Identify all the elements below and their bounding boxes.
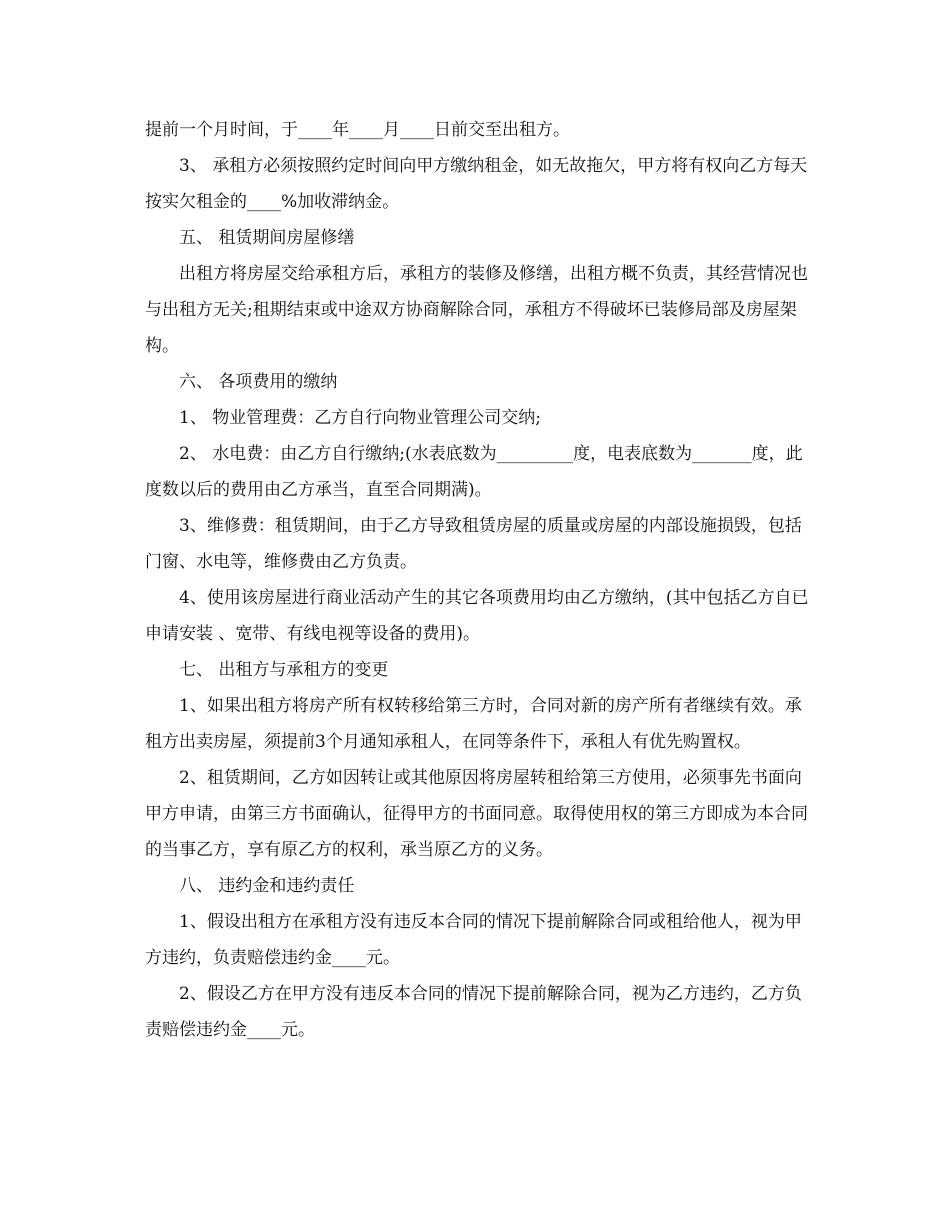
section-heading-breach: 八、 违约金和违约责任 bbox=[179, 876, 355, 896]
paragraph-utilities-fee: 2、 水电费：由乙方自行缴纳;(水表底数为_________度，电表底数为_______度，此度数以后的费用由乙方承当，直至合同期满)。 bbox=[145, 444, 803, 500]
paragraph-continuation: 提前一个月时间，于____年____月____日前交至出租方。 bbox=[145, 120, 570, 140]
paragraph-maintenance-fee: 3、维修费：租赁期间，由于乙方导致租赁房屋的质量或房屋的内部设施损毁，包括门窗、水电等，维修费由乙方负责。 bbox=[145, 516, 802, 572]
section-heading-changes: 七、 出租方与承租方的变更 bbox=[179, 660, 389, 680]
paragraph-repair-terms: 出租方将房屋交给承租方后，承租方的装修及修缮，出租方概不负责，其经营情况也与出租方无关;租期结束或中途双方协商解除合同，承租方不得破坏已装修局部及房屋架构。 bbox=[145, 264, 808, 356]
document-body bbox=[145, 112, 810, 1048]
paragraph-ownership-transfer: 1、如果出租方将房产所有权转移给第三方时，合同对新的房产所有者继续有效。承租方出卖房屋，须提前3个月通知承租人，在同等条件下，承租人有优先购置权。 bbox=[145, 696, 802, 752]
paragraph-tenant-breach: 2、假设乙方在甲方没有违反本合同的情况下提前解除合同，视为乙方违约，乙方负责赔偿违约金____元。 bbox=[145, 984, 802, 1040]
paragraph-property-fee: 1、 物业管理费：乙方自行向物业管理公司交纳; bbox=[179, 408, 541, 428]
paragraph-landlord-breach: 1、假设出租方在承租方没有违反本合同的情况下提前解除合同或租给他人，视为甲方违约，负责赔偿违约金____元。 bbox=[145, 912, 802, 968]
paragraph-sublease: 2、租赁期间，乙方如因转让或其他原因将房屋转租给第三方使用，必须事先书面向甲方申请，由第三方书面确认，征得甲方的书面同意。取得使用权的第三方即成为本合同的当事乙方，享有原乙方的权利，承当原乙方的义务。 bbox=[145, 768, 808, 860]
paragraph-other-fees: 4、使用该房屋进行商业活动产生的其它各项费用均由乙方缴纳，(其中包括乙方自已申请安装 、宽带、有线电视等设备的费用)。 bbox=[145, 588, 809, 644]
section-heading-repair: 五、 租赁期间房屋修缮 bbox=[179, 228, 355, 248]
section-heading-fees: 六、 各项费用的缴纳 bbox=[179, 372, 338, 392]
paragraph-late-fee: 3、 承租方必须按照约定时间向甲方缴纳租金，如无故拖欠，甲方将有权向乙方每天按实欠租金的____%加收滞纳金。 bbox=[145, 156, 808, 212]
